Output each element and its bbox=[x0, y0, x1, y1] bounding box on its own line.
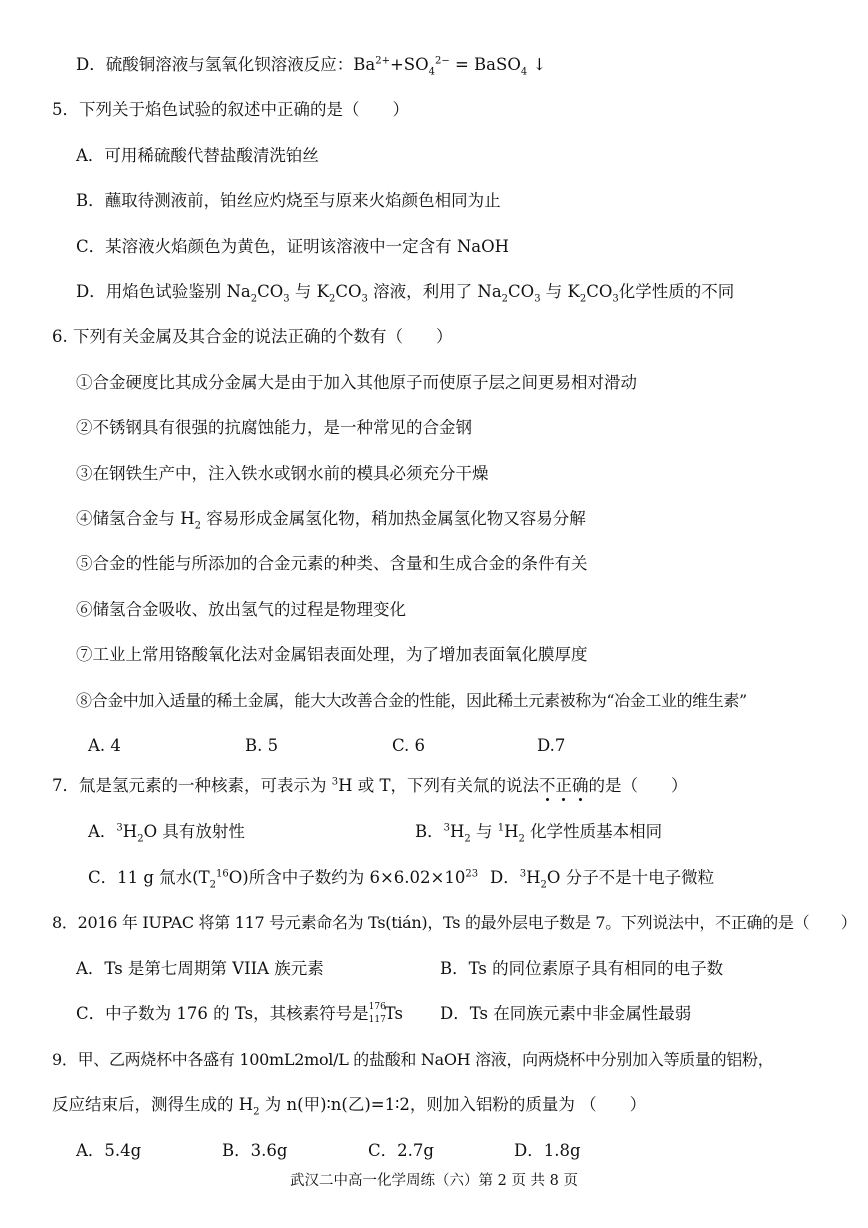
q8-option-a: A．Ts 是第七周期第 VIIA 族元素 bbox=[76, 959, 324, 978]
q6-statement-8: ⑧合金中加入适量的稀土金属，能大大改善合金的性能，因此稀土元素被称为“冶金工业的维生素” bbox=[76, 691, 747, 710]
q9-option-c: C．2.7g bbox=[368, 1141, 434, 1160]
q8-option-c: C．中子数为 176 的 Ts，其核素符号是 176 117 Ts bbox=[76, 1001, 403, 1025]
nuclide-notation: 176 117 bbox=[368, 1001, 386, 1025]
q5-option-d: D．用焰色试验鉴别 $Na_2CO_3$ 与 $K_2CO_3$ 溶液，利用了 $Na_2CO_3$ 与 $K_2CO_3$化学性质的不同 bbox=[76, 282, 735, 305]
q7-option-a: A．$^3H_2O$ 具有放射性 bbox=[88, 822, 245, 845]
q9-option-a: A．5.4g bbox=[76, 1141, 142, 1160]
q4-option-d: D．硫酸铜溶液与氢氧化钡溶液反应：$Ba^{2+}+SO_4^{2-}$ = BaSO$_4$ ↓ bbox=[76, 55, 547, 78]
q6-option-b: B. 5 bbox=[245, 736, 279, 755]
q8-option-d: D．Ts 在同族元素中非金属性最弱 bbox=[440, 1004, 692, 1023]
page-footer: 武汉二中高一化学周练（六）第 2 页 共 8 页 bbox=[290, 1173, 578, 1189]
q6-statement-7: ⑦工业上常用铬酸氧化法对金属铝表面处理，为了增加表面氧化膜厚度 bbox=[76, 645, 588, 664]
q7-option-d: D．$^3H_2O$ 分子不是十电子微粒 bbox=[490, 868, 715, 891]
q6-option-a: A. 4 bbox=[88, 736, 121, 755]
q5-stem: 5．下列关于焰色试验的叙述中正确的是（ ） bbox=[52, 100, 409, 119]
q6-statement-5: ⑤合金的性能与所添加的合金元素的种类、含量和生成合金的条件有关 bbox=[76, 554, 588, 573]
q6-statement-1: ①合金硬度比其成分金属大是由于加入其他原子而使原子层之间更易相对滑动 bbox=[76, 373, 637, 392]
q7-option-c: C．11 g 氚水$(T_2^{16}O)$所含中子数约为 $6\times 6.02\times 10^{23}$ bbox=[88, 868, 479, 891]
q8-stem: 8．2016 年 IUPAC 将第 117 号元素命名为 Ts(tián)，Ts 的最外层电子数是 7。下列说法中，不正确的是（ ） bbox=[52, 913, 857, 932]
q7-option-b: B．$^3H_2$ 与 $^1H_2$ 化学性质基本相同 bbox=[415, 822, 663, 845]
q9-stem-line-1: 9．甲、乙两烧杯中各盛有 100mL2mol/L 的盐酸和 NaOH 溶液，向两烧杯中分别加入等质量的铝粉， bbox=[52, 1050, 774, 1069]
q9-option-d: D．1.8g bbox=[514, 1141, 581, 1160]
q5-option-b: B．蘸取待测液前，铂丝应灼烧至与原来火焰颜色相同为止 bbox=[76, 191, 501, 210]
q6-stem: 6. 下列有关金属及其合金的说法正确的个数有（ ） bbox=[52, 327, 453, 346]
emphasis-dot-char: 正 bbox=[555, 776, 573, 795]
q6-statement-3: ③在钢铁生产中，注入铁水或钢水前的模具必须充分干燥 bbox=[76, 464, 489, 483]
q9-stem-line-2: 反应结束后，测得生成的 $H_2$ 为 n(甲)∶n(乙)=1∶2，则加入铝粉的质量为 （ ） bbox=[52, 1095, 647, 1118]
q8-option-b: B．Ts 的同位素原子具有相同的电子数 bbox=[440, 959, 724, 978]
q5-option-a: A．可用稀硫酸代替盐酸清洗铂丝 bbox=[76, 146, 319, 165]
q6-option-c: C. 6 bbox=[392, 736, 426, 755]
q6-statement-6: ⑥储氢合金吸收、放出氢气的过程是物理变化 bbox=[76, 600, 406, 619]
q6-statement-4: ④储氢合金与 $H_2$ 容易形成金属氢化物，稍加热金属氢化物又容易分解 bbox=[76, 509, 586, 532]
q7-stem: 7．氚是氢元素的一种核素，可表示为 $^3$H 或 T，下列有关氚的说法不正确的是（ ） bbox=[52, 776, 688, 795]
emphasis-dot-char: 不 bbox=[539, 776, 556, 795]
q6-statement-2: ②不锈钢具有很强的抗腐蚀能力，是一种常见的合金钢 bbox=[76, 418, 472, 437]
q6-option-d: D.7 bbox=[537, 736, 566, 755]
q9-option-b: B．3.6g bbox=[222, 1141, 288, 1160]
emphasis-dot-char: 确 bbox=[572, 776, 589, 795]
q5-option-c: C．某溶液火焰颜色为黄色，证明该溶液中一定含有 NaOH bbox=[76, 237, 510, 256]
